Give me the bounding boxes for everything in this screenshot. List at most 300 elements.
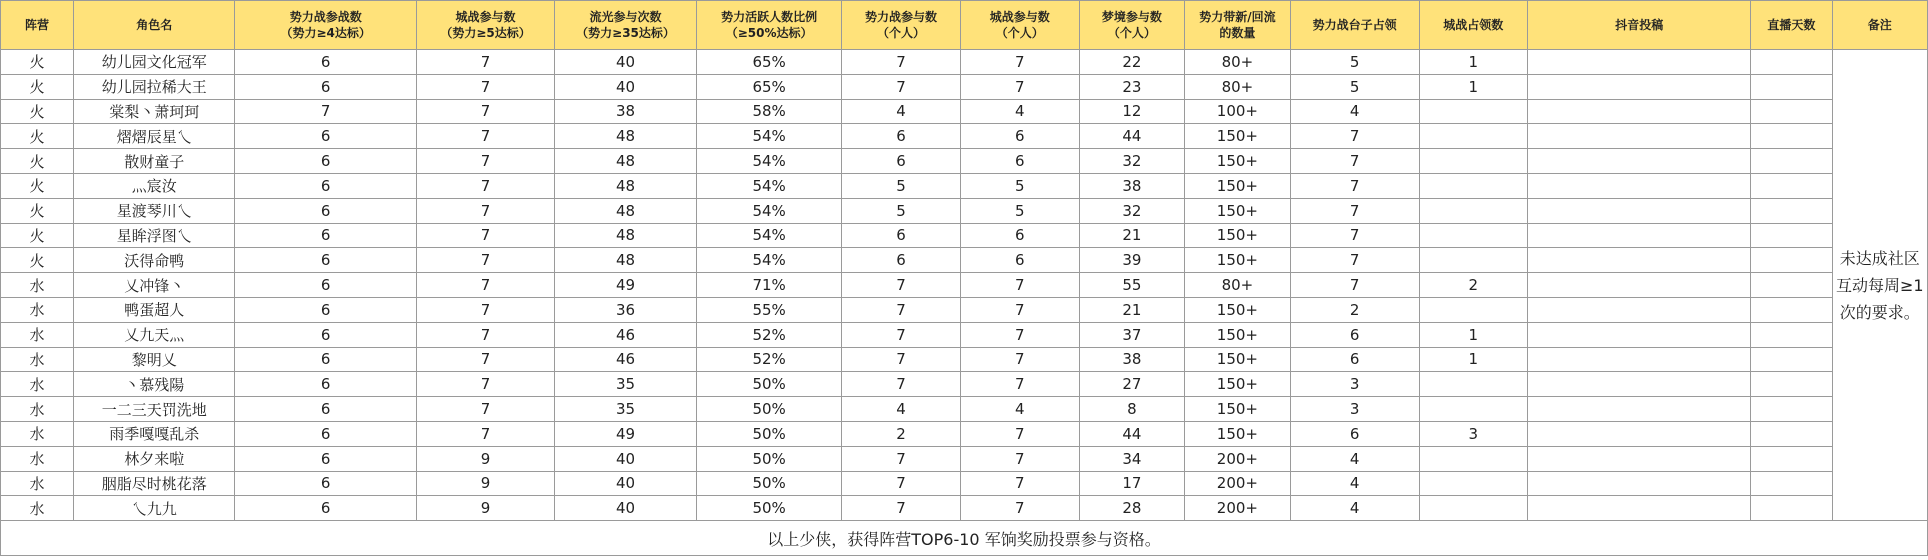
table-cell: 7 xyxy=(960,347,1079,372)
table-cell: 150+ xyxy=(1185,149,1291,174)
table-cell: 火 xyxy=(1,124,74,149)
table-cell: 50% xyxy=(697,421,842,446)
table-cell: 7 xyxy=(1290,273,1419,298)
table-cell xyxy=(1419,99,1528,124)
table-cell: 7 xyxy=(417,173,555,198)
table-row xyxy=(1,149,1928,174)
table-cell: 6 xyxy=(235,273,417,298)
table-cell: 6 xyxy=(960,149,1079,174)
table-cell xyxy=(1751,421,1832,446)
table-cell: 幼儿园文化冠军 xyxy=(74,50,235,75)
table-cell xyxy=(1751,149,1832,174)
table-cell: 水 xyxy=(1,446,74,471)
header-label: 梦境参与数 xyxy=(1101,10,1162,24)
table-cell xyxy=(1528,372,1751,397)
table-cell: 54% xyxy=(697,124,842,149)
table-cell: 6 xyxy=(235,50,417,75)
table-cell: 7 xyxy=(842,347,961,372)
footer-text: 以上少侠，获得阵营TOP6-10 军饷奖励投票参与资格。 xyxy=(1,521,1928,556)
table-cell xyxy=(1528,297,1751,322)
table-cell: 34 xyxy=(1079,446,1185,471)
table-cell: 54% xyxy=(697,223,842,248)
table-cell: 54% xyxy=(697,248,842,273)
table-cell: 7 xyxy=(960,496,1079,521)
table-cell: 1 xyxy=(1419,50,1528,75)
table-cell: 7 xyxy=(1290,248,1419,273)
table-cell: 200+ xyxy=(1185,496,1291,521)
table-cell: 7 xyxy=(417,99,555,124)
table-cell: 49 xyxy=(555,421,697,446)
table-cell: 水 xyxy=(1,273,74,298)
table-cell: 6 xyxy=(842,223,961,248)
table-cell: 林夕来啦 xyxy=(74,446,235,471)
table-cell xyxy=(1528,446,1751,471)
table-cell: 水 xyxy=(1,471,74,496)
table-cell xyxy=(1528,347,1751,372)
table-row xyxy=(1,297,1928,322)
table-cell: 沃得命鸭 xyxy=(74,248,235,273)
table-cell xyxy=(1419,446,1528,471)
table-cell: 4 xyxy=(960,99,1079,124)
table-cell: 4 xyxy=(960,397,1079,422)
table-cell: 7 xyxy=(417,397,555,422)
table-cell: 23 xyxy=(1079,74,1185,99)
table-row xyxy=(1,223,1928,248)
table-cell: 54% xyxy=(697,149,842,174)
table-cell: 水 xyxy=(1,297,74,322)
table-cell: 火 xyxy=(1,248,74,273)
table-cell xyxy=(1419,297,1528,322)
table-cell: 3 xyxy=(1290,372,1419,397)
table-cell: 3 xyxy=(1290,397,1419,422)
header-label: 阵营 xyxy=(25,18,50,32)
table-cell: 55% xyxy=(697,297,842,322)
table-cell xyxy=(1528,273,1751,298)
table-cell: 7 xyxy=(417,50,555,75)
table-cell: 9 xyxy=(417,446,555,471)
table-cell: 7 xyxy=(842,446,961,471)
header-label: 城战参与数 xyxy=(455,10,516,24)
table-cell: 52% xyxy=(697,347,842,372)
table-row xyxy=(1,173,1928,198)
table-cell xyxy=(1528,198,1751,223)
table-cell: 7 xyxy=(842,297,961,322)
table-cell: 6 xyxy=(960,124,1079,149)
table-cell: 星眸浮图乀 xyxy=(74,223,235,248)
table-cell: 1 xyxy=(1419,322,1528,347)
table-cell: 乀九九 xyxy=(74,496,235,521)
table-cell: 7 xyxy=(960,372,1079,397)
header-cell xyxy=(697,1,842,50)
table-cell xyxy=(1419,149,1528,174)
table-row xyxy=(1,322,1928,347)
table-cell: 黎明乂 xyxy=(74,347,235,372)
table-cell: 65% xyxy=(697,50,842,75)
table-cell: 7 xyxy=(417,74,555,99)
table-cell: 9 xyxy=(417,496,555,521)
table-cell: 6 xyxy=(235,223,417,248)
header-sublabel: （≥50%达标） xyxy=(725,26,813,40)
table-cell: 150+ xyxy=(1185,248,1291,273)
table-cell: 38 xyxy=(1079,347,1185,372)
table-cell: 50% xyxy=(697,397,842,422)
table-cell: 7 xyxy=(960,50,1079,75)
table-cell: 7 xyxy=(417,273,555,298)
header-sublabel: （势力≥4达标） xyxy=(280,26,371,40)
table-cell: 水 xyxy=(1,372,74,397)
table-cell: 6 xyxy=(235,297,417,322)
table-cell: 5 xyxy=(1290,74,1419,99)
header-cell xyxy=(1419,1,1528,50)
header-sublabel: （个人） xyxy=(1107,26,1156,40)
table-cell: 5 xyxy=(1290,50,1419,75)
table-cell: 7 xyxy=(842,273,961,298)
table-cell xyxy=(1751,74,1832,99)
table-cell: 1 xyxy=(1419,347,1528,372)
table-cell: 150+ xyxy=(1185,322,1291,347)
table-cell xyxy=(1419,471,1528,496)
table-row xyxy=(1,496,1928,521)
table-cell: 7 xyxy=(1290,173,1419,198)
table-cell: 46 xyxy=(555,347,697,372)
header-cell xyxy=(74,1,235,50)
table-cell: 5 xyxy=(960,173,1079,198)
table-cell xyxy=(1751,372,1832,397)
table-cell: 48 xyxy=(555,149,697,174)
header-cell xyxy=(417,1,555,50)
table-cell xyxy=(1528,74,1751,99)
table-row xyxy=(1,99,1928,124)
table-cell: 7 xyxy=(960,421,1079,446)
table-cell: 150+ xyxy=(1185,372,1291,397)
table-cell: 80+ xyxy=(1185,50,1291,75)
table-cell: 火 xyxy=(1,223,74,248)
table-cell xyxy=(1419,198,1528,223)
table-row xyxy=(1,248,1928,273)
table-cell: 7 xyxy=(842,471,961,496)
table-cell: 6 xyxy=(235,446,417,471)
table-cell: 38 xyxy=(555,99,697,124)
table-cell: 5 xyxy=(842,198,961,223)
table-cell: 52% xyxy=(697,322,842,347)
table-cell xyxy=(1528,149,1751,174)
table-cell: 6 xyxy=(235,124,417,149)
table-cell: 7 xyxy=(842,372,961,397)
header-label: 角色名 xyxy=(136,18,173,32)
remarks-note: 未达成社区互动每周≥1次的要求。 xyxy=(1832,50,1928,521)
table-row xyxy=(1,446,1928,471)
table-cell: 7 xyxy=(960,297,1079,322)
table-cell: 6 xyxy=(235,74,417,99)
table-cell: 6 xyxy=(235,471,417,496)
table-cell: 39 xyxy=(1079,248,1185,273)
table-cell: 7 xyxy=(417,347,555,372)
header-cell xyxy=(960,1,1079,50)
header-sublabel: （个人） xyxy=(877,26,926,40)
table-cell: 胭脂尽时桃花落 xyxy=(74,471,235,496)
table-cell: 50% xyxy=(697,446,842,471)
table-cell: 80+ xyxy=(1185,74,1291,99)
table-cell: 1 xyxy=(1419,74,1528,99)
table-cell xyxy=(1528,223,1751,248)
footer-row xyxy=(1,521,1928,556)
table-cell xyxy=(1751,248,1832,273)
table-cell: 7 xyxy=(417,124,555,149)
table-cell: 3 xyxy=(1419,421,1528,446)
table-cell: 6 xyxy=(235,173,417,198)
table-cell: 6 xyxy=(235,421,417,446)
table-cell xyxy=(1419,173,1528,198)
table-row xyxy=(1,124,1928,149)
table-cell: 5 xyxy=(842,173,961,198)
table-cell: 9 xyxy=(417,471,555,496)
table-cell: 54% xyxy=(697,173,842,198)
table-cell: 7 xyxy=(1290,124,1419,149)
table-cell: 46 xyxy=(555,322,697,347)
table-cell: 6 xyxy=(842,124,961,149)
table-cell xyxy=(1751,297,1832,322)
table-cell: 40 xyxy=(555,496,697,521)
table-cell xyxy=(1751,124,1832,149)
table-cell: 灬宸汝 xyxy=(74,173,235,198)
table-cell: 54% xyxy=(697,198,842,223)
table-cell: 48 xyxy=(555,223,697,248)
table-cell xyxy=(1751,50,1832,75)
header-label: 城战参与数 xyxy=(989,10,1050,24)
table-cell: 7 xyxy=(842,50,961,75)
table-cell: 32 xyxy=(1079,198,1185,223)
table-cell: 7 xyxy=(1290,223,1419,248)
table-cell: 6 xyxy=(842,248,961,273)
table-cell: 6 xyxy=(960,248,1079,273)
header-row xyxy=(1,1,1928,50)
table-cell: 100+ xyxy=(1185,99,1291,124)
table-cell: 水 xyxy=(1,421,74,446)
table-row xyxy=(1,397,1928,422)
table-cell: 48 xyxy=(555,248,697,273)
table-cell: 2 xyxy=(1419,273,1528,298)
table-cell: 7 xyxy=(417,372,555,397)
table-cell: 5 xyxy=(960,198,1079,223)
table-cell xyxy=(1751,173,1832,198)
table-cell: 7 xyxy=(842,74,961,99)
table-cell xyxy=(1751,471,1832,496)
table-cell xyxy=(1751,322,1832,347)
table-cell: 7 xyxy=(417,322,555,347)
table-cell: 6 xyxy=(960,223,1079,248)
table-cell: 6 xyxy=(235,397,417,422)
table-cell: 6 xyxy=(235,198,417,223)
table-cell: 水 xyxy=(1,347,74,372)
table-cell: 150+ xyxy=(1185,421,1291,446)
table-cell: 200+ xyxy=(1185,471,1291,496)
table-cell: 48 xyxy=(555,198,697,223)
table-cell: 7 xyxy=(960,322,1079,347)
table-cell: 6 xyxy=(235,372,417,397)
table-cell: 火 xyxy=(1,149,74,174)
header-label: 备注 xyxy=(1867,18,1892,32)
table-cell: 38 xyxy=(1079,173,1185,198)
table-cell: 6 xyxy=(235,496,417,521)
table-cell: 散财童子 xyxy=(74,149,235,174)
table-cell xyxy=(1528,50,1751,75)
header-cell xyxy=(842,1,961,50)
header-label: 城战占领数 xyxy=(1443,18,1504,32)
header-cell xyxy=(1751,1,1832,50)
table-cell: 幼儿园拉稀大王 xyxy=(74,74,235,99)
header-cell xyxy=(235,1,417,50)
table-cell: 火 xyxy=(1,50,74,75)
table-cell: 40 xyxy=(555,446,697,471)
table-cell: 6 xyxy=(235,322,417,347)
table-cell: 71% xyxy=(697,273,842,298)
table-cell: 4 xyxy=(1290,99,1419,124)
table-cell: 150+ xyxy=(1185,297,1291,322)
table-cell: 35 xyxy=(555,397,697,422)
table-cell: 4 xyxy=(842,397,961,422)
table-cell xyxy=(1528,496,1751,521)
table-cell: 4 xyxy=(1290,446,1419,471)
table-cell xyxy=(1528,124,1751,149)
table-cell: 7 xyxy=(960,471,1079,496)
table-cell: 7 xyxy=(960,273,1079,298)
table-cell: 水 xyxy=(1,322,74,347)
table-cell: 7 xyxy=(417,198,555,223)
table-cell: 熠熠辰星乀 xyxy=(74,124,235,149)
table-cell: 鸭蛋超人 xyxy=(74,297,235,322)
table-cell: 2 xyxy=(842,421,961,446)
table-row xyxy=(1,74,1928,99)
table-cell: 7 xyxy=(1290,149,1419,174)
table-cell xyxy=(1528,99,1751,124)
header-cell xyxy=(1079,1,1185,50)
table-cell: 8 xyxy=(1079,397,1185,422)
table-cell: 一二三天罚洗地 xyxy=(74,397,235,422)
table-cell: 49 xyxy=(555,273,697,298)
table-cell: 80+ xyxy=(1185,273,1291,298)
table-cell: 22 xyxy=(1079,50,1185,75)
table-cell: 乂九天灬 xyxy=(74,322,235,347)
table-cell: 37 xyxy=(1079,322,1185,347)
table-cell: 火 xyxy=(1,74,74,99)
table-row xyxy=(1,471,1928,496)
table-cell: 乂冲锋丶 xyxy=(74,273,235,298)
header-sublabel: （势力≥35达标） xyxy=(576,26,675,40)
table-cell: 棠梨丶萧珂珂 xyxy=(74,99,235,124)
table-row xyxy=(1,273,1928,298)
table-cell: 7 xyxy=(842,496,961,521)
table-cell xyxy=(1751,347,1832,372)
header-label: 抖音投稿 xyxy=(1615,18,1664,32)
table-cell: 6 xyxy=(1290,421,1419,446)
table-row xyxy=(1,50,1928,75)
header-cell xyxy=(1832,1,1928,50)
header-label: 势力战参与数 xyxy=(865,10,938,24)
table-cell: 4 xyxy=(842,99,961,124)
table-cell: 21 xyxy=(1079,223,1185,248)
table-cell xyxy=(1528,322,1751,347)
table-cell xyxy=(1528,248,1751,273)
table-row xyxy=(1,198,1928,223)
table-header xyxy=(1,1,1928,50)
header-sublabel: （势力≥5达标） xyxy=(440,26,531,40)
header-sublabel: （个人） xyxy=(995,26,1044,40)
table-cell xyxy=(1528,173,1751,198)
table-cell: 火 xyxy=(1,198,74,223)
table-cell xyxy=(1751,496,1832,521)
table-cell: 27 xyxy=(1079,372,1185,397)
header-cell xyxy=(1290,1,1419,50)
table-cell xyxy=(1751,198,1832,223)
table-cell: 58% xyxy=(697,99,842,124)
header-cell xyxy=(1528,1,1751,50)
table-cell: 6 xyxy=(1290,322,1419,347)
table-cell: 200+ xyxy=(1185,446,1291,471)
table-cell: 6 xyxy=(235,347,417,372)
table-cell: 48 xyxy=(555,173,697,198)
table-cell: 水 xyxy=(1,397,74,422)
table-cell: 2 xyxy=(1290,297,1419,322)
table-cell: 40 xyxy=(555,74,697,99)
table-cell: 7 xyxy=(417,248,555,273)
table-cell: 丶慕残陽 xyxy=(74,372,235,397)
table-cell: 7 xyxy=(960,74,1079,99)
table-cell xyxy=(1419,372,1528,397)
table-cell: 35 xyxy=(555,372,697,397)
table-cell: 150+ xyxy=(1185,347,1291,372)
table-cell: 44 xyxy=(1079,124,1185,149)
table-cell: 36 xyxy=(555,297,697,322)
header-label: 势力战台子占领 xyxy=(1312,18,1397,32)
header-label: 势力带新/回流 xyxy=(1199,10,1276,24)
header-cell xyxy=(1,1,74,50)
table-cell: 50% xyxy=(697,496,842,521)
table-cell xyxy=(1528,471,1751,496)
table-cell: 150+ xyxy=(1185,397,1291,422)
table-cell: 65% xyxy=(697,74,842,99)
table-cell xyxy=(1419,496,1528,521)
table-cell: 7 xyxy=(1290,198,1419,223)
header-label: 流光参与次数 xyxy=(589,10,662,24)
table-cell: 21 xyxy=(1079,297,1185,322)
table-cell: 150+ xyxy=(1185,173,1291,198)
table-cell: 7 xyxy=(417,421,555,446)
table-cell xyxy=(1419,223,1528,248)
table-cell: 150+ xyxy=(1185,223,1291,248)
table-cell: 4 xyxy=(1290,496,1419,521)
table-cell: 6 xyxy=(842,149,961,174)
table-body xyxy=(1,50,1928,521)
table-cell: 150+ xyxy=(1185,124,1291,149)
table-cell: 48 xyxy=(555,124,697,149)
table-row xyxy=(1,347,1928,372)
table-row xyxy=(1,421,1928,446)
table-cell: 50% xyxy=(697,372,842,397)
header-label: 势力战参战数 xyxy=(289,10,362,24)
table-cell: 50% xyxy=(697,471,842,496)
table-cell: 火 xyxy=(1,173,74,198)
header-label: 直播天数 xyxy=(1767,18,1816,32)
header-label: 势力活跃人数比例 xyxy=(721,10,818,24)
table-cell: 28 xyxy=(1079,496,1185,521)
table-cell xyxy=(1419,397,1528,422)
table-cell xyxy=(1419,248,1528,273)
table-cell: 6 xyxy=(235,149,417,174)
table-cell xyxy=(1528,421,1751,446)
table-cell: 12 xyxy=(1079,99,1185,124)
table-cell xyxy=(1751,223,1832,248)
table-cell: 7 xyxy=(960,446,1079,471)
